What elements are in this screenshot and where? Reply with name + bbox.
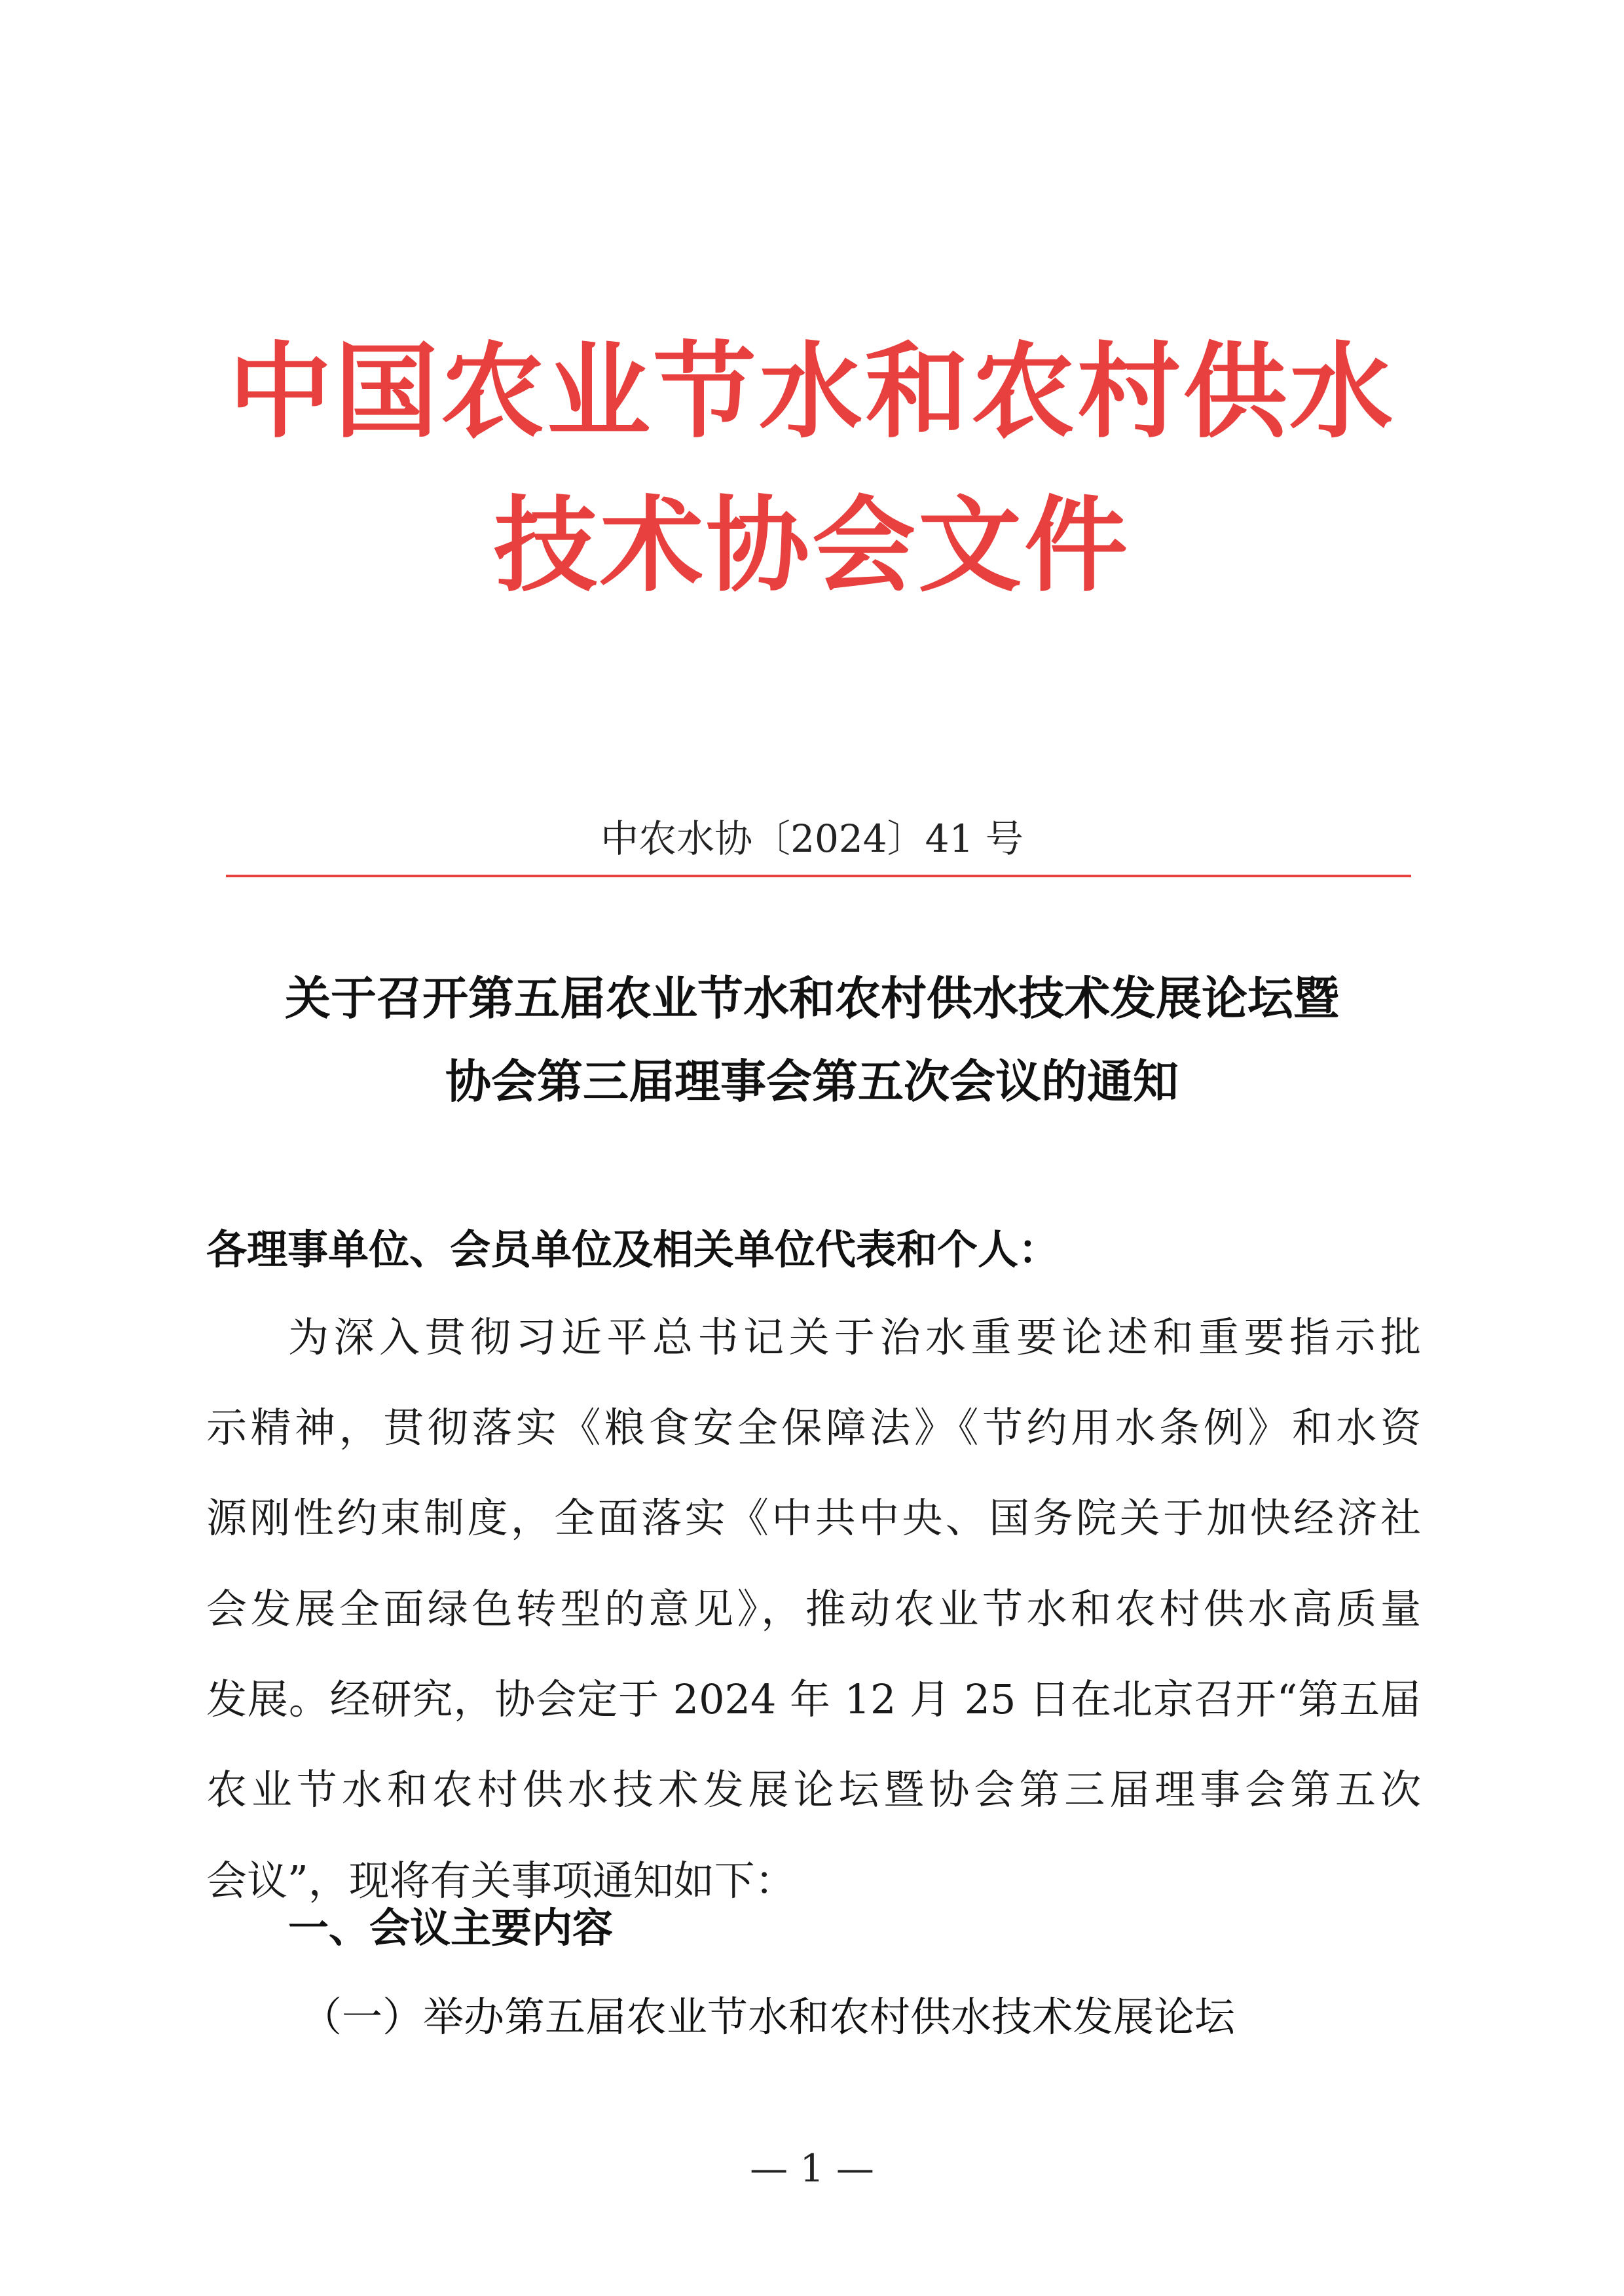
- notice-title-line-1: 关于召开第五届农业节水和农村供水技术发展论坛暨: [285, 972, 1339, 1025]
- body-line-4: 会发展全面绿色转型的意见》，推动农业节水和农村供水高质量: [206, 1585, 1421, 1633]
- body-line-1: 为深入贯彻习近平总书记关于治水重要论述和重要指示批: [288, 1313, 1421, 1361]
- subsection-heading: （一）举办第五届农业节水和农村供水技术发展论坛: [301, 1993, 1236, 2041]
- page-number: — 1 —: [750, 2146, 874, 2191]
- salutation: 各理事单位、会员单位及相关单位代表和个人：: [206, 1226, 1060, 1273]
- body-line-2: 示精神，贯彻落实《粮食安全保障法》《节约用水条例》和水资: [206, 1404, 1421, 1451]
- red-divider-line: [226, 875, 1411, 877]
- masthead-line-1: 中国农业节水和农村供水: [229, 332, 1395, 452]
- body-line-7: 会议”，现将有关事项通知如下：: [206, 1857, 796, 1904]
- masthead-line-2: 技术协会文件: [494, 486, 1130, 606]
- body-line-6: 农业节水和农村供水技术发展论坛暨协会第三届理事会第五次: [206, 1766, 1421, 1813]
- notice-title-line-2: 协会第三届理事会第五次会议的通知: [445, 1055, 1179, 1108]
- document-number: 中农水协〔2024〕41 号: [600, 816, 1024, 861]
- body-line-5: 发展。经研究，协会定于 2024 年 12 月 25 日在北京召开“第五届: [206, 1675, 1421, 1723]
- section-heading: 一、会议主要内容: [288, 1904, 614, 1952]
- body-line-3: 源刚性约束制度，全面落实《中共中央、国务院关于加快经济社: [206, 1494, 1421, 1542]
